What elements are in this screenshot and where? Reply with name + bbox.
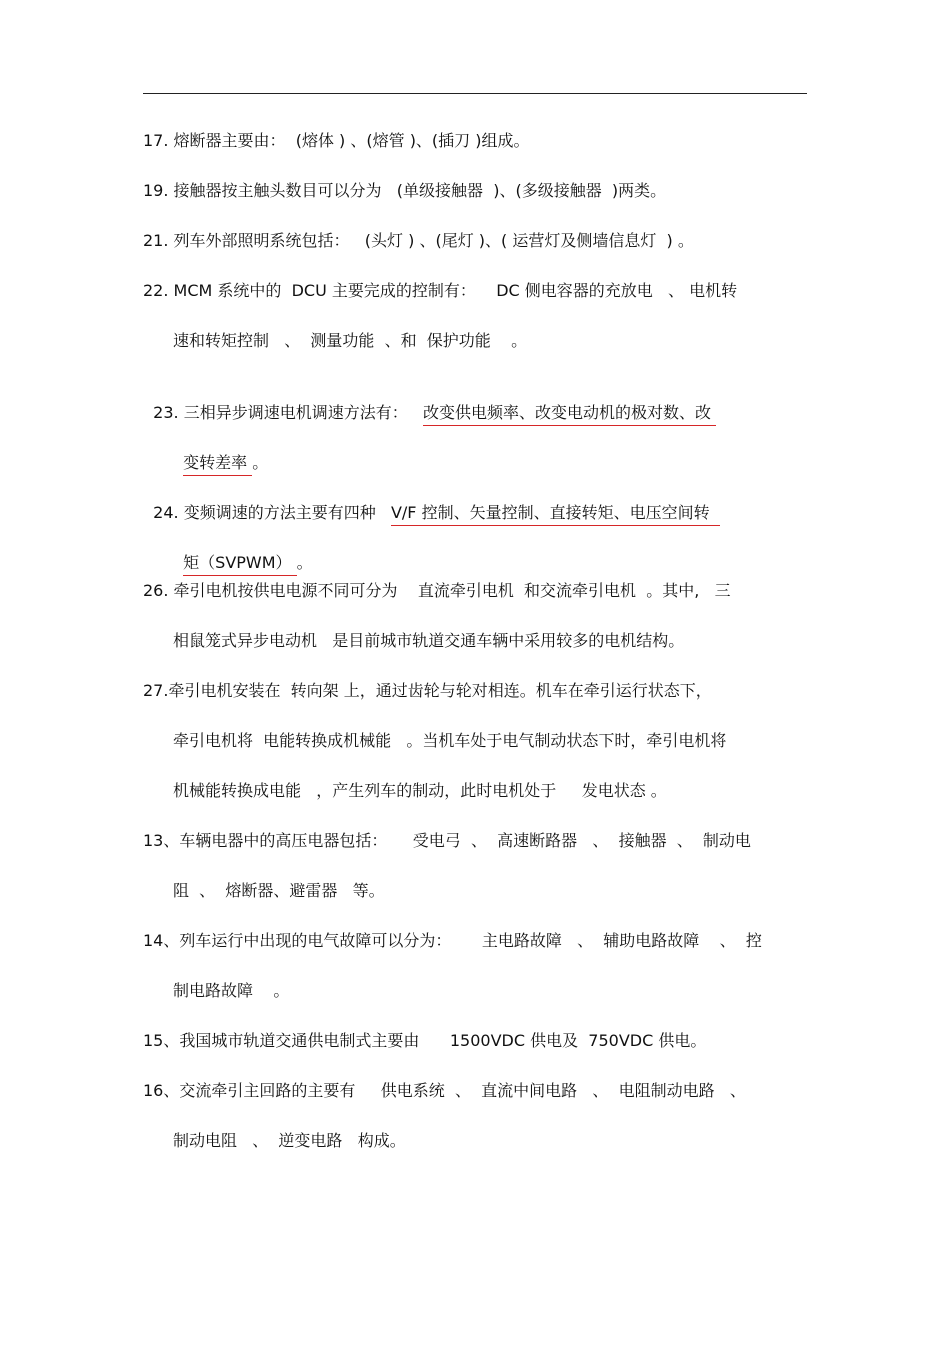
underlined-answer: 改变供电频率、改变电动机的极对数、改 [423,403,716,426]
text-line: 机械能转换成电能 ，产生列车的制动，此时电机处于 发电状态 。 [173,781,667,800]
text-line: 22. MCM 系统中的 DCU 主要完成的控制有： DC 侧电容器的充放电 、 电机转 [143,281,738,300]
text-line: 16、交流牵引主回路的主要有 供电系统 、 直流中间电路 、 电阻制动电路 、 [143,1081,746,1100]
underlined-answer: 变转差率 [183,453,252,476]
underlined-answer: V/F 控制、矢量控制、直接转矩、电压空间转 [391,503,720,526]
text-line: 制动电阻 、 逆变电路 构成。 [173,1131,406,1150]
text-line: 制电路故障 。 [173,981,290,1000]
line-suffix: 。 [252,453,269,472]
text-line [173,430,269,472]
text-line [143,480,720,522]
text-line [143,380,717,422]
text-line: 14、列车运行中出现的电气故障可以分为： 主电路故障 、 辅助电路故障 、 控 [143,931,762,950]
text-line [173,530,313,572]
line-suffix: 。 [296,553,313,572]
text-line: 相鼠笼式异步电动机 是目前城市轨道交通车辆中采用较多的电机结构。 [173,631,685,650]
text-line: 26. 牵引电机按供电电源不同可分为 直流牵引电机 和交流牵引电机 。其中, 三 [143,581,731,600]
text-line: 阻 、 熔断器、避雷器 等。 [173,881,385,900]
text-line: 牵引电机将 电能转换成机械能 。当机车处于电气制动状态下时，牵引电机将 [173,731,727,750]
text-line: 15、我国城市轨道交通供电制式主要由 1500VDC 供电及 750VDC 供电。 [143,1031,707,1050]
header-rule [143,93,807,94]
text-line: 速和转矩控制 、 测量功能 、和 保护功能 。 [173,331,528,350]
text-line: 21. 列车外部照明系统包括： (头灯 ) 、(尾灯 )、( 运营灯及侧墙信息灯 ) 。 [143,231,694,250]
text-line: 13、车辆电器中的高压电器包括： 受电弓 、 高速断路器 、 接触器 、 制动电 [143,831,751,850]
text-line: 27.牵引电机安装在 转向架 上，通过齿轮与轮对相连。机车在牵引运行状态下， [143,681,712,700]
text-line: 19. 接触器按主触头数目可以分为 (单级接触器 )、(多级接触器 )两类。 [143,181,667,200]
line-prefix: 24. 变频调速的方法主要有四种 [153,503,391,522]
line-prefix: 23. 三相异步调速电机调速方法有： [153,403,423,422]
underlined-answer: 矩（SVPWM） [183,553,296,576]
text-line: 17. 熔断器主要由： (熔体 ) 、(熔管 )、(插刀 )组成。 [143,131,530,150]
